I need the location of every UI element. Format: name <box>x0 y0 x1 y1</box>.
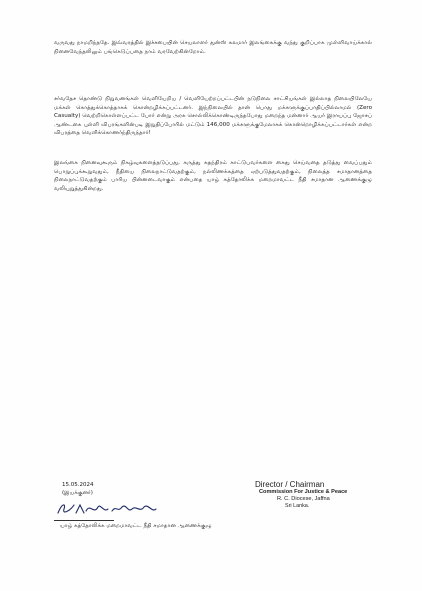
signature-rule <box>54 520 114 521</box>
footer-organization: யாழ் கத்தோலிக்க மறைமாவட்ட நீதி சமாதான ஆணைக்குழு <box>60 523 212 529</box>
paragraph-2: சர்வதேச தொண்டு நிறுவனங்கள் வெளியேறிய / வெளியேற்றப்பட்டபின் நடுநிலை சாட்சியங்கள் இல்லாத நிலையிலேயே மக்கள் கொத்துக்கொத்தாகக் கொன்றழிக்கப்பட்டனர். இந்நிலையில் தான் பொது மக்களுக்குப்பாதிப்பில்லாமல் (Zero Casualty) வெற்றிகொள்ளப்பட்ட போர் என்று அரசு சொல்லிக்கொண்டிருந்தபோது மறைந்த மன்னார் ஆயர் இராயப்பு ஜோசப் ஆண்டகை புள்ளி விபரங்களின்படி இறுதிப்போரில் மட்டும் 146,000 மக்களுக்குமேலாகக் கொன்றொழிக்கப்பட்டார்கள் என்ற விபரத்தை வெளிக்கொணர்ந்திருந்தார்! <box>54 96 372 137</box>
stamp-organization: Commission For Justice & Peace <box>259 489 348 495</box>
paragraph-3: இலங்கை நினைவுகூரும் நிகழ்வுகளைத்தடுப்பது, கருத்து சுதந்திரம் காட்டுபவர்களை கைது செய்வதை தடுத்து வைப்பதும் பொறுப்புக்கூறுவதும், நீதியை நிலைநாட்டுவதற்கும், நல்லிணக்கத்தை ஏற்படுத்துவதற்கும், நிலைத்த சமாதானத்தை நிலைநாட்டுவதற்கும் பாரிய பின்னடைவாகும் என்பதை யாழ் கத்தோலிக்க மறைமாவட்ட நீதி சமாதான ஆணைக்குழு வலியுறுத்துகின்றது. <box>54 160 372 192</box>
date: 15.05.2024 <box>62 482 94 488</box>
stamp-diocese: R. C. Diocese, Jaffna <box>277 496 330 503</box>
signer-short-title: (இயக்குனர்) <box>62 490 93 496</box>
date-block <box>62 481 94 497</box>
stamp-block <box>255 480 375 511</box>
stamp-country: Sri Lanka. <box>285 503 310 510</box>
paragraph-1: வருவது நாமறிந்ததே. இவ்வரத்தில் இச்சபையின் செயலாளர் துன்ஸ் கலமார் இலங்கைக்கு வந்து குறிப்பாக முள்ளிவாய்க்கால் நினைவேந்தலிலும் பங்கெடுப்பதை நாம் வரவேற்கின்றோம். <box>54 40 372 55</box>
stamp-title: Director / Chairman <box>255 480 325 489</box>
handwritten-signature <box>56 501 176 517</box>
